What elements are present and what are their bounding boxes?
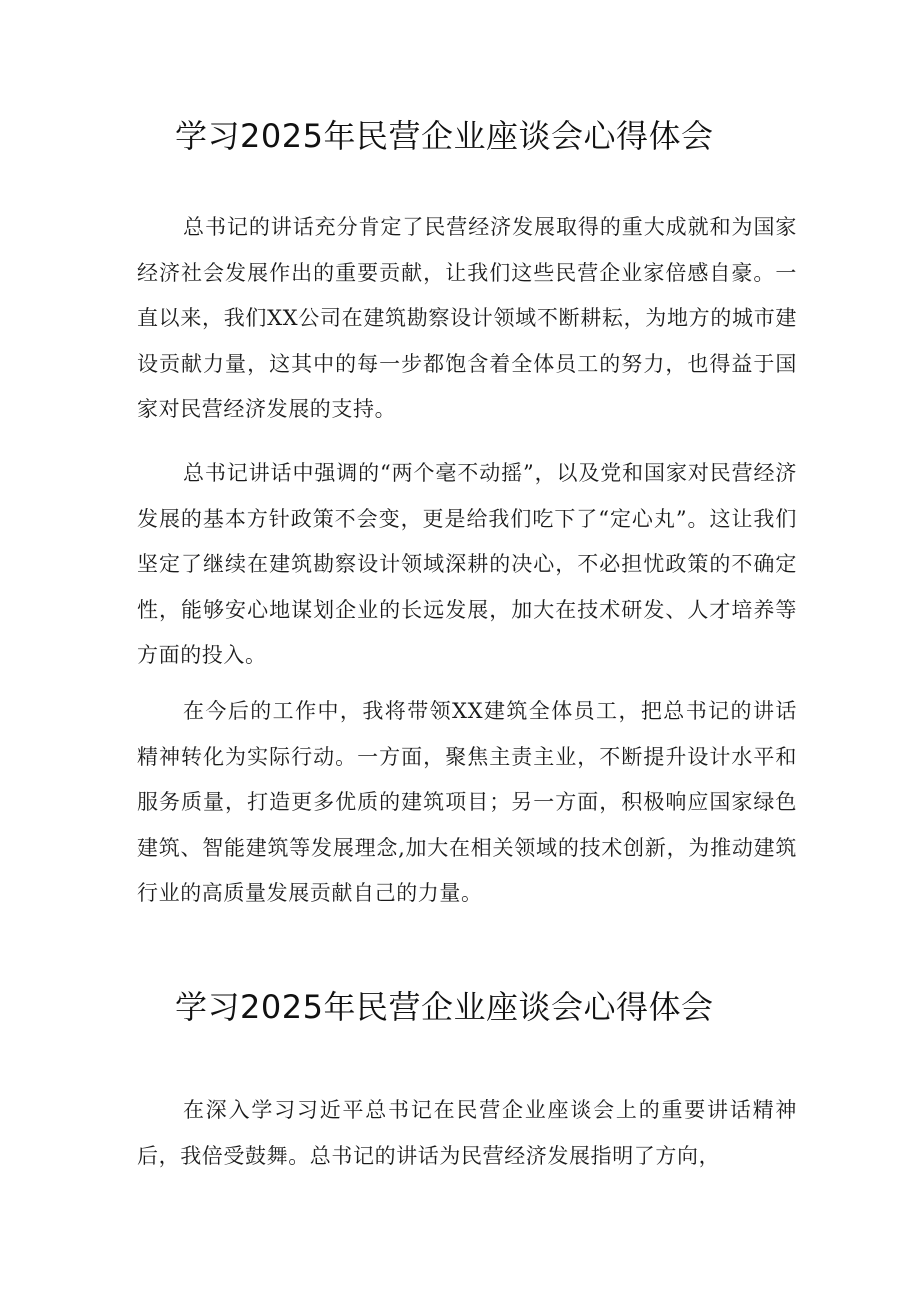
article-title: 学习2025年民营企业座谈会心得体会 <box>175 988 714 1026</box>
body-paragraph: 在今后的工作中，我将带领XX建筑全体员工，把总书记的讲话精神转化为实际行动。一方面，聚焦主责主业，不断提升设计水平和服务质量，打造更多优质的建筑项目；另一方面，积极响应国家绿色建筑、智能建筑等发展理念,加大在相关领域的技术创新，为推动建筑行业的高质量发展贡献自己的力量。 <box>137 699 797 906</box>
body-paragraph: 在深入学习习近平总书记在民营企业座谈会上的重要讲话精神后，我倍受鼓舞。总书记的讲话为民营经济发展指明了方向， <box>137 1098 797 1168</box>
body-paragraph: 总书记的讲话充分肯定了民营经济发展取得的重大成就和为国家经济社会发展作出的重要贡献，让我们这些民营企业家倍感自豪。一直以来，我们XX公司在建筑勘察设计领域不断耕耘，为地方的城市建设贡献力量，这其中的每一步都饱含着全体员工的努力，也得益于国家对民营经济发展的支持。 <box>137 215 797 422</box>
article-title: 学习2025年民营企业座谈会心得体会 <box>175 117 714 155</box>
body-paragraph: 总书记讲话中强调的“两个毫不动摇”，以及党和国家对民营经济发展的基本方针政策不会变，更是给我们吃下了“定心丸”。这让我们坚定了继续在建筑勘察设计领域深耕的决心，不必担忧政策的不确定性，能够安心地谋划企业的长远发展，加大在技术研发、人才培养等方面的投入。 <box>137 461 797 668</box>
